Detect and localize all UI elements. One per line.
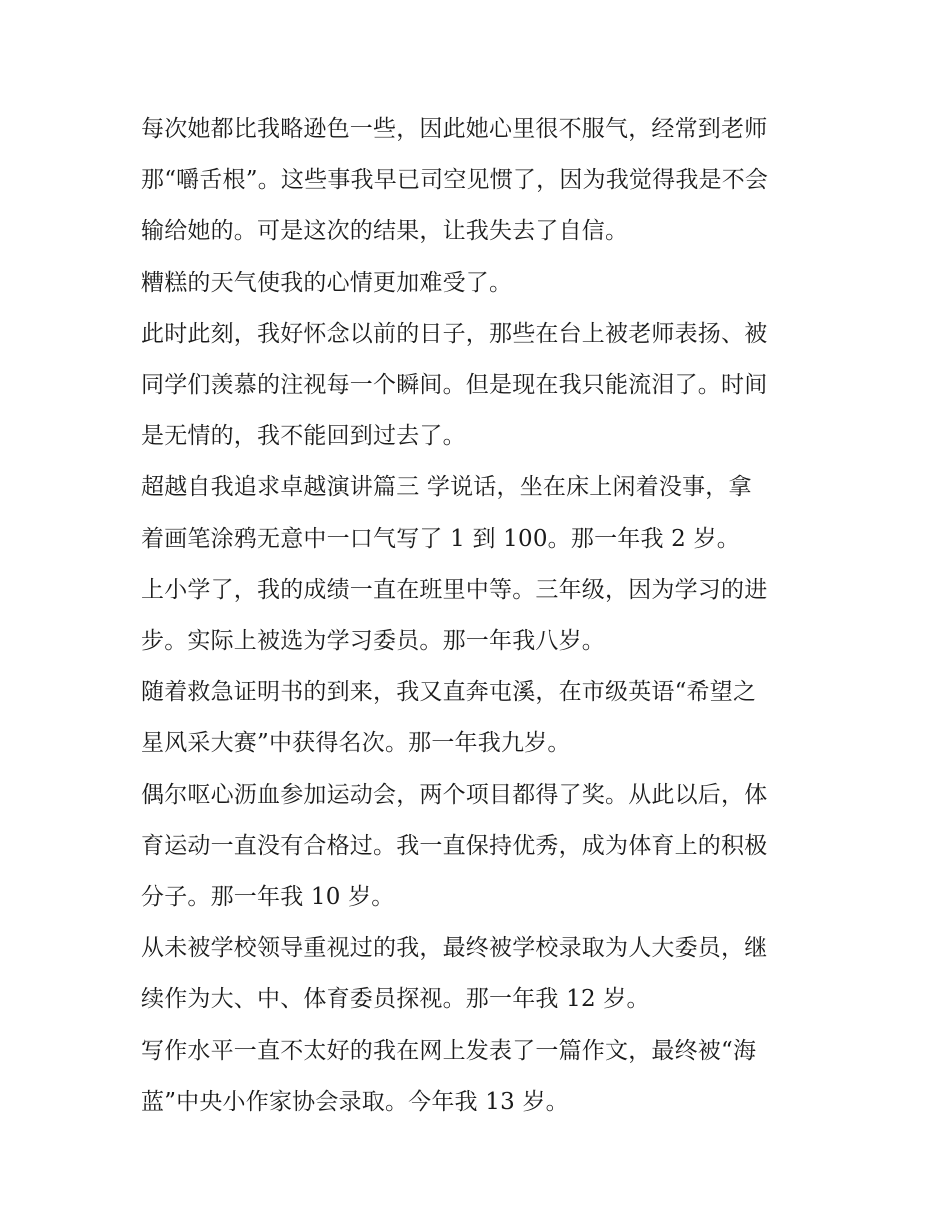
document-body [141,104,813,1128]
paragraph: 从未被学校领导重视过的我，最终被学校录取为人大委员，继 续作为大、中、体育委员探视。那一年我 12 岁。 [141,935,768,1013]
paragraph: 随着救急证明书的到来，我又直奔屯溪，在市级英语“希望之 星风采大赛”中获得名次。那一年我九岁。 [141,679,757,757]
paragraph: 此时此刻，我好怀念以前的日子，那些在台上被老师表扬、被 同学们羡慕的注视每一个瞬间。但是现在我只能流泪了。时间 是无情的，我不能回到过去了。 [141,320,768,450]
paragraph: 写作水平一直不太好的我在网上发表了一篇作文，最终被“海 蓝”中央小作家协会录取。今年我 13 岁。 [141,1037,757,1115]
paragraph: 超越自我追求卓越演讲篇三 学说话，坐在床上闲着没事，拿 着画笔涂鸦无意中一口气写了 1 到 100。那一年我 2 岁。 [141,474,752,552]
paragraph: 糟糕的天气使我的心情更加难受了。 [141,269,513,296]
paragraph: 每次她都比我略逊色一些，因此她心里很不服气，经常到老师 那“嚼舌根”。这些事我早已司空见惯了，因为我觉得我是不会 输给她的。可是这次的结果，让我失去了自信。 [141,116,769,245]
paragraph: 上小学了，我的成绩一直在班里中等。三年级，因为学习的进 步。实际上被选为学习委员。那一年我八岁。 [141,576,768,655]
paragraph: 偶尔呕心沥血参加运动会，两个项目都得了奖。从此以后，体 育运动一直没有合格过。我一直保持优秀，成为体育上的积极 分子。那一年我 10 岁。 [141,781,768,911]
